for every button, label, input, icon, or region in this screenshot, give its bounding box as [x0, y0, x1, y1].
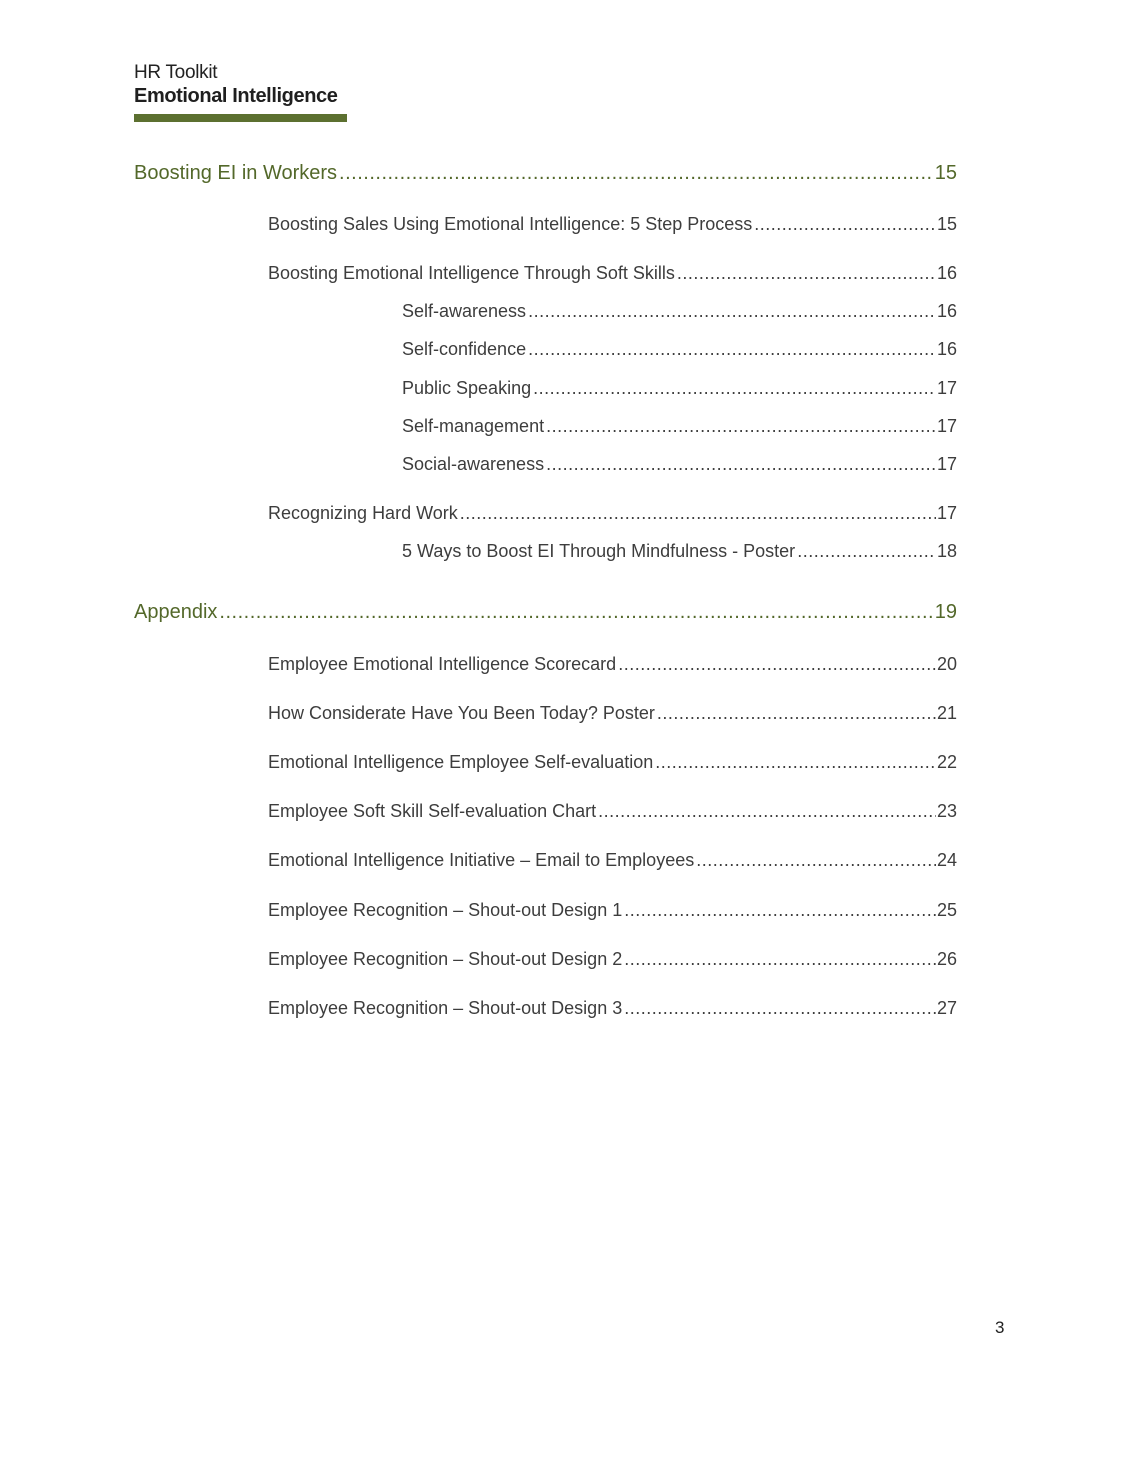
toc-dot-leader	[528, 298, 936, 324]
toc-entry[interactable]	[402, 451, 957, 477]
toc-dot-leader	[598, 798, 936, 824]
toc-entry-title: Public Speaking	[402, 378, 532, 398]
toc-dot-leader	[754, 211, 936, 237]
toc-entry[interactable]	[402, 298, 957, 324]
toc-dot-leader	[219, 599, 933, 625]
toc-entry-title: Employee Emotional Intelligence Scorecard	[268, 654, 617, 674]
toc-entry-page: 18	[936, 541, 957, 561]
toc-entry-title: Boosting EI in Workers	[134, 162, 338, 184]
toc-entry-title: Employee Recognition – Shout-out Design 3	[268, 998, 623, 1018]
toc-entry-title: How Considerate Have You Been Today? Poster	[268, 703, 655, 723]
toc-dot-leader	[624, 995, 936, 1021]
toc-entry-title: Emotional Intelligence Employee Self-evaluation	[268, 752, 654, 772]
toc-entry-page: 17	[936, 503, 957, 523]
toc-entry[interactable]	[268, 749, 957, 775]
toc-dot-leader	[624, 897, 936, 923]
toc-entry[interactable]	[268, 500, 957, 526]
toc-entry-title: Self-awareness	[402, 301, 527, 321]
toc-entry-page: 16	[936, 301, 957, 321]
toc-entry[interactable]	[268, 995, 957, 1021]
toc-entry-page: 24	[936, 850, 957, 870]
toc-entry-page: 17	[936, 378, 957, 398]
toc-dot-leader	[546, 413, 936, 439]
toc-entry[interactable]	[268, 946, 957, 972]
toc-entry-page: 17	[936, 454, 957, 474]
toc-entry[interactable]	[268, 847, 957, 873]
toc-entry-title: Boosting Emotional Intelligence Through Soft Skills	[268, 263, 675, 283]
toc-dot-leader	[618, 651, 936, 677]
toc-entry-page: 16	[936, 263, 957, 283]
toc-entry-page: 17	[936, 416, 957, 436]
toc-entry[interactable]	[268, 897, 957, 923]
toc-entry-page: 26	[936, 949, 957, 969]
toc-entry-title: Recognizing Hard Work	[268, 503, 458, 523]
toc-entry-title: 5 Ways to Boost EI Through Mindfulness - Poster	[402, 541, 796, 561]
toc-entry-page: 21	[936, 703, 957, 723]
header-title: Emotional Intelligence	[134, 85, 338, 107]
toc-entry-page: 15	[936, 214, 957, 234]
toc-entry-title: Social-awareness	[402, 454, 545, 474]
toc-entry-page: 20	[936, 654, 957, 674]
toc-entry-page: 22	[936, 752, 957, 772]
toc-entry[interactable]	[134, 599, 957, 625]
toc-entry-title: Employee Soft Skill Self-evaluation Chart	[268, 801, 597, 821]
toc-entry[interactable]	[134, 160, 957, 186]
header-toolkit-label: HR Toolkit	[134, 62, 218, 83]
toc-dot-leader	[528, 336, 936, 362]
toc-entry[interactable]	[402, 336, 957, 362]
toc-entry-page: 16	[936, 339, 957, 359]
toc-entry-page: 19	[934, 601, 957, 623]
toc-entry[interactable]	[402, 538, 957, 564]
toc-dot-leader	[797, 538, 936, 564]
toc-dot-leader	[696, 847, 936, 873]
toc-entry[interactable]	[268, 260, 957, 286]
toc-entry-title: Emotional Intelligence Initiative – Email to Employees	[268, 850, 695, 870]
toc-entry[interactable]	[268, 651, 957, 677]
toc-dot-leader	[624, 946, 936, 972]
toc-entry[interactable]	[268, 798, 957, 824]
toc-dot-leader	[657, 700, 936, 726]
toc-entry[interactable]	[402, 413, 957, 439]
toc-entry-title: Appendix	[134, 601, 218, 623]
page-number: 3	[995, 1318, 1005, 1337]
toc-dot-leader	[677, 260, 936, 286]
toc-entry[interactable]	[402, 375, 957, 401]
toc-entry-page: 15	[934, 162, 957, 184]
toc-entry-title: Employee Recognition – Shout-out Design 2	[268, 949, 623, 969]
toc-entry[interactable]	[268, 700, 957, 726]
toc-dot-leader	[339, 160, 934, 186]
toc-entry-page: 23	[936, 801, 957, 821]
toc-entry-title: Self-confidence	[402, 339, 527, 359]
toc-dot-leader	[546, 451, 936, 477]
toc-entry-page: 25	[936, 900, 957, 920]
toc-entry[interactable]	[268, 211, 957, 237]
toc-dot-leader	[460, 500, 936, 526]
toc-dot-leader	[533, 375, 936, 401]
toc-entry-page: 27	[936, 998, 957, 1018]
toc-entry-title: Self-management	[402, 416, 545, 436]
toc-entry-title: Boosting Sales Using Emotional Intelligence: 5 Step Process	[268, 214, 753, 234]
toc-dot-leader	[655, 749, 936, 775]
toc-entry-title: Employee Recognition – Shout-out Design 1	[268, 900, 623, 920]
